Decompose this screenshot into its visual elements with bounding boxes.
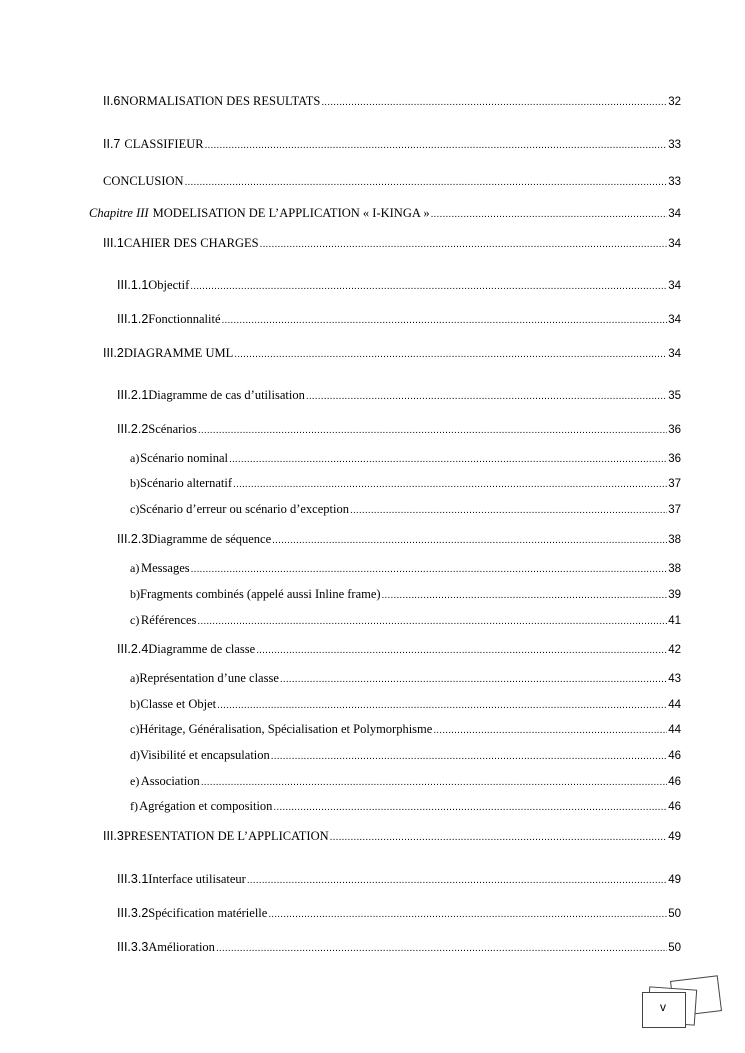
toc-entry-page: 34 [668,348,681,360]
toc-entry-page: 46 [668,750,681,762]
toc-dot-leader [229,452,667,468]
toc-entry-number: c) [130,502,140,516]
toc-dot-leader [382,588,668,604]
toc-entry-number: c) [130,722,140,736]
toc-entry-title: Objectif [148,278,190,292]
toc-entry-number: III.2.3 [117,532,149,546]
toc-entry-ii-6[interactable] [103,93,681,111]
toc-entry-agregation[interactable] [130,798,681,816]
toc-dot-leader [198,423,667,439]
toc-entry-scenario-erreur[interactable] [130,501,681,519]
toc-entry-number: b) [130,697,140,711]
toc-entry-association[interactable] [130,773,681,791]
toc-chapter-label: Chapitre III [89,206,149,220]
toc-dot-leader [197,614,667,630]
toc-entry-iii-3-1[interactable] [117,871,681,889]
toc-entry-title: MODELISATION DE L’APPLICATION « I-KINGA » [152,206,430,220]
toc-dot-leader [205,138,668,154]
toc-entry-iii-3-2[interactable] [117,905,681,923]
toc-dot-leader [280,672,667,688]
toc-entry-title: Interface utilisateur [148,872,246,886]
toc-dot-leader [330,830,668,846]
toc-entry-page: 36 [668,424,681,436]
toc-entry-page: 32 [668,96,681,108]
toc-entry-page: 33 [668,139,681,151]
toc-entry-page: 36 [668,453,681,465]
toc-entry-number: III.1.1 [117,278,149,292]
toc-entry-page: 35 [668,390,681,402]
toc-entry-title: Scénario d’erreur ou scénario d’exception [139,502,349,516]
toc-entry-title: Diagramme de cas d’utilisation [148,388,305,402]
toc-entry-page: 38 [668,563,681,575]
toc-entry-number: III.3 [103,829,124,843]
toc-entry-number: b) [130,587,140,601]
toc-entry-number: a) [130,561,140,575]
toc-entry-number: III.1.2 [117,312,149,326]
toc-entry-page: 49 [668,831,681,843]
toc-entry-page: 46 [668,776,681,788]
toc-entry-title: CLASSIFIEUR [124,137,204,151]
toc-entry-number: III.3.3 [117,940,149,954]
toc-entry-page: 33 [668,176,681,188]
toc-entry-messages[interactable] [130,560,681,578]
toc-entry-page: 34 [668,314,681,326]
toc-entry-number: III.3.2 [117,906,149,920]
toc-dot-leader [247,873,667,889]
toc-entry-title: Diagramme de classe [148,642,256,656]
toc-entry-number: III.1 [103,236,124,250]
toc-dot-leader [268,907,667,923]
toc-entry-title: Association [140,774,200,788]
toc-entry-page: 37 [668,504,681,516]
toc-entry-title: Messages [141,561,190,575]
toc-entry-title: Fragments combinés (appelé aussi Inline frame) [140,587,381,601]
toc-entry-title: PRESENTATION DE L’APPLICATION [123,829,329,843]
toc-entry-conclusion[interactable] [103,173,681,191]
toc-dot-leader [273,800,667,816]
toc-entry-page: 50 [668,942,681,954]
toc-entry-number: d) [130,748,140,762]
toc-entry-number: f) [130,799,138,813]
toc-entry-title: CAHIER DES CHARGES [123,236,259,250]
toc-entry-title: Scénario alternatif [140,476,233,490]
toc-entry-page: 46 [668,801,681,813]
toc-entry-ii-7[interactable] [103,136,681,154]
toc-dot-leader [256,643,667,659]
toc-entry-page: 39 [668,589,681,601]
toc-entry-page: 34 [668,280,681,292]
toc-entry-number: III.2.2 [117,422,149,436]
toc-entry-title: Amélioration [148,940,215,954]
toc-entry-page: 50 [668,908,681,920]
toc-dot-leader [271,749,667,765]
toc-entry-iii-2-4[interactable] [117,641,681,659]
toc-entry-number: II.7 [103,137,121,151]
toc-dot-leader [321,95,667,111]
toc-entry-title: Héritage, Généralisation, Spécialisation et Polymorphisme [139,722,433,736]
page-number-badge [642,976,724,1028]
toc-entry-page: 41 [668,615,681,627]
toc-entry-number: III.3.1 [117,872,149,886]
toc-entry-title: Fonctionnalité [148,312,221,326]
toc-entry-scenario-alternatif[interactable] [130,475,681,493]
toc-dot-leader [217,698,667,714]
toc-entry-title: CONCLUSION [103,174,184,188]
toc-entry-page: 38 [668,534,681,546]
toc-entry-references[interactable] [130,612,681,630]
toc-entry-number: III.2 [103,346,124,360]
toc-entry-heritage[interactable] [130,721,681,739]
toc-entry-iii-1-2[interactable] [117,311,681,329]
toc-entry-number: III.2.4 [117,642,149,656]
toc-entry-title: Classe et Objet [140,697,217,711]
toc-entry-number: c) [130,613,140,627]
toc-entry-scenario-nominal[interactable] [130,450,681,468]
toc-entry-iii-1[interactable] [103,235,681,253]
toc-dot-leader [350,503,667,519]
toc-entry-iii-2-3[interactable] [117,531,681,549]
toc-entry-number: e) [130,774,140,788]
toc-entry-title: DIAGRAMME UML [123,346,234,360]
toc-entry-title: Représentation d’une classe [139,671,279,685]
toc-entry-number: a) [130,451,140,465]
toc-dot-leader [306,389,667,405]
toc-dot-leader [191,562,668,578]
toc-entry-page: 37 [668,478,681,490]
toc-entry-page: 44 [668,699,681,711]
toc-dot-leader [185,175,668,191]
toc-entry-iii-3[interactable] [103,828,681,846]
toc-entry-classe-objet[interactable] [130,696,681,714]
toc-entry-title: Agrégation et composition [139,799,273,813]
toc-entry-page: 43 [668,673,681,685]
toc-entry-visibilite[interactable] [130,747,681,765]
toc-entry-title: Visibilité et encapsulation [140,748,270,762]
toc-entry-number: II.6 [103,94,121,108]
toc-entry-page: 42 [668,644,681,656]
toc-dot-leader [433,723,667,739]
toc-entry-number: III.2.1 [117,388,149,402]
toc-entry-chapter-iii[interactable] [89,205,681,223]
toc-entry-page: 44 [668,724,681,736]
toc-entry-iii-2-1[interactable] [117,387,681,405]
toc-entry-representation-classe[interactable] [130,670,681,688]
toc-entry-title: NORMALISATION DES RESULTATS [120,94,321,108]
toc-dot-leader [431,207,668,223]
toc-entry-page: 49 [668,874,681,886]
toc-entry-number: b) [130,476,140,490]
toc-dot-leader [260,237,668,253]
toc-entry-iii-3-3[interactable] [117,939,681,957]
toc-entry-title: Références [140,613,197,627]
toc-entry-iii-2[interactable] [103,345,681,363]
page-number: v [660,1000,666,1014]
toc-entry-title: Diagramme de séquence [148,532,272,546]
toc-dot-leader [233,477,667,493]
toc-dot-leader [234,347,667,363]
toc-entry-page: 34 [668,238,681,250]
toc-dot-leader [201,775,667,791]
toc-entry-title: Scénarios [148,422,197,436]
toc-entry-fragments[interactable] [130,586,681,604]
toc-dot-leader [222,313,668,329]
toc-dot-leader [272,533,667,549]
toc-entry-title: Scénario nominal [140,451,228,465]
toc-entry-number: a) [130,671,140,685]
toc-entry-iii-1-1[interactable] [117,277,681,295]
toc-dot-leader [216,941,667,957]
toc-entry-iii-2-2[interactable] [117,421,681,439]
toc-entry-page: 34 [668,208,681,220]
toc-entry-title: Spécification matérielle [148,906,268,920]
toc-dot-leader [190,279,667,295]
